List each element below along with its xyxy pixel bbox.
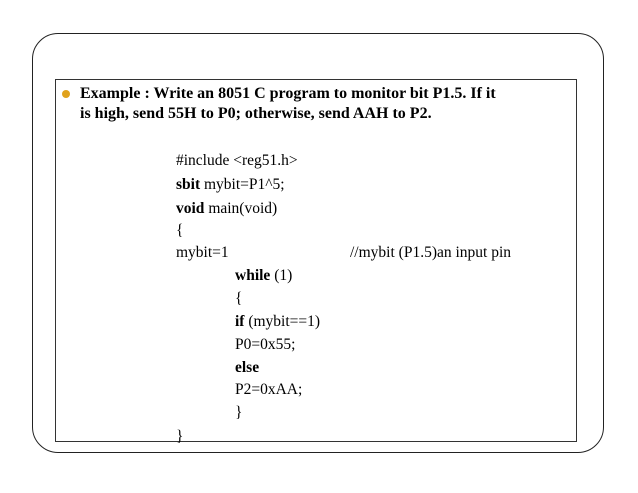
code-assign: mybit=1: [176, 244, 229, 261]
code-open-brace: {: [176, 222, 184, 239]
bullet-icon: [62, 90, 70, 98]
code-p2: P2=0xAA;: [235, 381, 303, 398]
keyword-sbit: sbit: [176, 176, 201, 193]
code-void-main: [176, 199, 277, 219]
code-close-brace: }: [176, 428, 184, 445]
code-if-rest: (mybit==1): [244, 313, 321, 330]
example-line-1: Example : Write an 8051 C program to monitor bit P1.5. If it: [80, 85, 496, 102]
code-while: [235, 266, 292, 286]
keyword-while: while: [235, 267, 271, 284]
code-while-rest: (1): [270, 267, 293, 284]
code-p0: P0=0x55;: [235, 336, 296, 353]
code-sbit-rest: mybit=P1^5;: [200, 176, 285, 193]
code-if: [235, 312, 320, 332]
code-include: #include <reg51.h>: [176, 152, 298, 169]
code-comment: //mybit (P1.5)an input pin: [350, 244, 512, 261]
keyword-void: void: [176, 200, 205, 217]
keyword-if: if: [235, 313, 245, 330]
example-heading: [80, 84, 580, 124]
code-inner-open-brace: {: [235, 290, 243, 307]
example-line-2: is high, send 55H to P0; otherwise, send AAH to P2.: [80, 105, 432, 122]
keyword-else: else: [235, 359, 260, 376]
code-void-rest: main(void): [204, 200, 278, 217]
code-sbit: [176, 175, 285, 195]
code-inner-close-brace: }: [235, 404, 243, 421]
